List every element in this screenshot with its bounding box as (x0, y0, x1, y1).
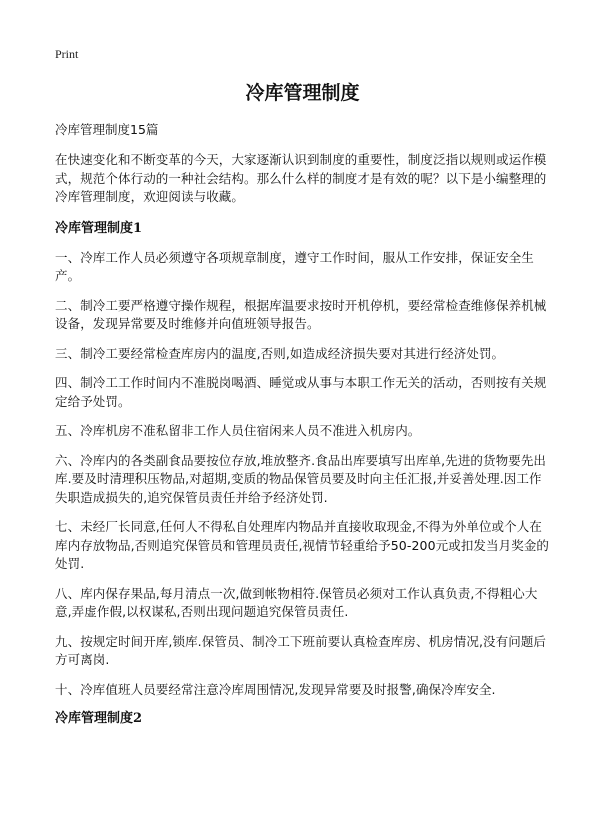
rule-item-5: 五、冷库机房不准私留非工作人员住宿闲来人员不准进入机房内。 (55, 423, 421, 438)
rule-item-1: 一、冷库工作人员必须遵守各项规章制度，遵守工作时间，服从工作安排，保证安全生产。 (55, 249, 534, 283)
rule-item-7: 七、未经厂长同意,任何人不得私自处理库内物品并直接收取现金,不得为外单位或个人在库内存放物品,否则追究保管员和管理员责任,视情节轻重给予50-200元或扣发当月奖金的处罚. (55, 519, 550, 571)
document-title: 冷库管理制度 (245, 82, 360, 104)
section-heading-2: 冷库管理制度2 (55, 711, 143, 726)
document-body (55, 121, 550, 739)
section-heading-1: 冷库管理制度1 (55, 220, 143, 236)
rule-item-9: 九、按规定时间开库,锁库.保管员、制冷工下班前要认真检查库房、机房情况,没有问题后方可离岗. (55, 633, 547, 667)
document-subtitle: 冷库管理制度15篇 (55, 122, 159, 137)
rule-item-8: 八、库内保存果品,每月清点一次,做到帐物相符.保管员必须对工作认真负责,不得粗心大意,弄虚作假,以权谋私,否则出现问题追究保管员责任. (55, 585, 538, 619)
rule-item-6: 六、冷库内的各类副食品要按位存放,堆放整齐.食品出库要填写出库单,先进的货物要先出库.要及时清理积压物品,对超期,变质的物品保管员要及时向主任汇报,并妥善处理.因工作失职造成损失的,追究保管员责任并给予经济处罚. (55, 452, 547, 505)
intro-paragraph: 在快速变化和不断变革的今天，大家逐渐认识到制度的重要性，制度泛指以规则或运作模式，规范个体行动的一种社会结构。那么什么样的制度才是有效的呢？以下是小编整理的冷库管理制度，欢迎阅读与收藏。 (55, 152, 547, 204)
print-link[interactable]: Print (55, 47, 79, 61)
rule-item-4: 四、制冷工工作时间内不准脱岗喝酒、睡觉或从事与本职工作无关的活动，否则按有关规定给予处罚。 (55, 375, 547, 409)
rule-item-2: 二、制冷工要严格遵守操作规程，根据库温要求按时开机停机，要经常检查维修保养机械设备，发现异常要及时维修并向值班领导报告。 (55, 297, 547, 331)
rule-item-10: 十、冷库值班人员要经常注意冷库周围情况,发现异常要及时报警,确保冷库安全. (55, 681, 496, 697)
rule-item-3: 三、制冷工要经常检查库房内的温度,否则,如造成经济损失要对其进行经济处罚。 (55, 345, 505, 361)
